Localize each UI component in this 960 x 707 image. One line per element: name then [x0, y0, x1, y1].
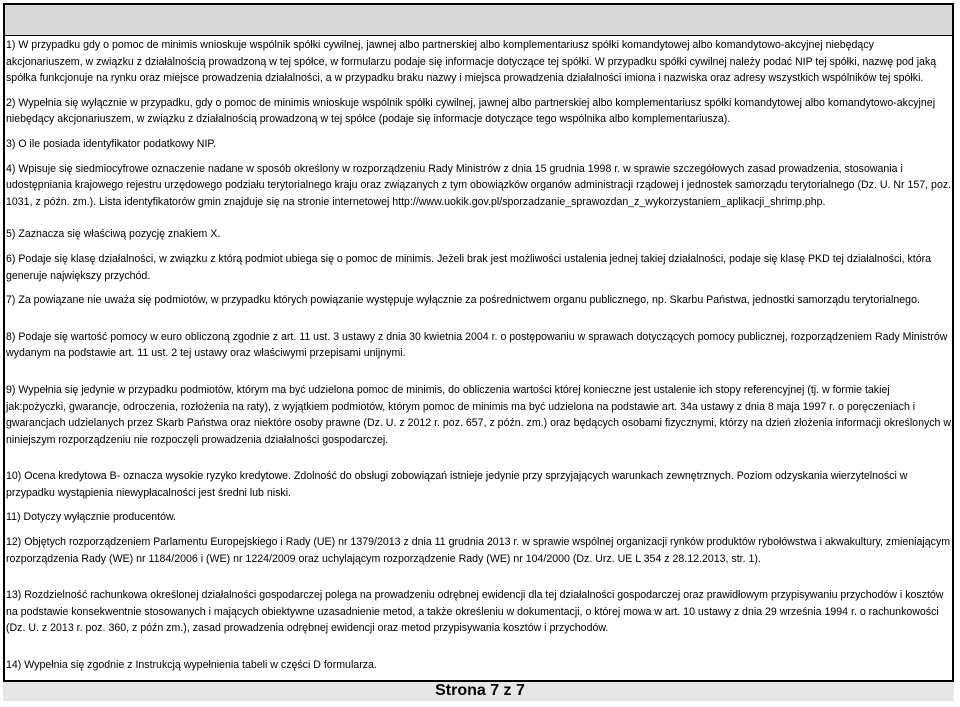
footnote-10: 10) Ocena kredytowa B- oznacza wysokie ryzyko kredytowe. Zdolność do obsługi zobowiązań istnieje jedynie przy sprzyjających warunkach zewnętrznych. Poziom odzyskania wierzytelności w przypadku wystąpienia niewypłacalności jest średni lub niski. — [6, 470, 908, 499]
footnote-11: 11) Dotyczy wyłącznie producentów. — [6, 511, 176, 524]
footnote-8: 8) Podaje się wartość pomocy w euro obliczoną zgodnie z art. 11 ust. 3 ustawy z dnia 30 kwietnia 2004 r. o postępowaniu w sprawach dotyczących pomocy publicznej, rozporządzeniem Rady Ministrów wydanym na podstawie art. 11 ust. 2 tej ustawy oraz właściwymi przepisami unijnymi. — [6, 330, 948, 360]
footnote-6: 6) Podaje się klasę działalności, w związku z którą podmiot ubiega się o pomoc de minimis. Jeżeli brak jest możliwości ustalenia jednej takiej działalności, podaje się klasę PKD tej działalności, która generuje największy przychód. — [6, 252, 932, 282]
page-number: Strona 7 z 7 — [435, 682, 525, 699]
footnote-14: 14) Wypełnia się zgodnie z Instrukcją wypełnienia tabeli w części D formularza. — [6, 659, 377, 672]
footnote-2: 2) Wypełnia się wyłącznie w przypadku, gdy o pomoc de minimis wnioskuje wspólnik spółki cywilnej, jawnej albo partnerskiej albo komplementariusz spółki komandytowej albo komandytowo-akcyjnej niebędący akcjonariuszem, w związku z działalnością prowadzoną w tej spółce (podaje się informacje dotyczące tego wspólnika albo komplementariusza). — [6, 96, 936, 126]
footnotes-section — [6, 37, 952, 674]
footnote-5: 5) Zaznacza się właściwą pozycję znakiem X. — [6, 228, 221, 241]
footnote-13: 13) Rozdzielność rachunkowa określonej działalności gospodarczej polega na prowadzeniu odrębnej ewidencji dla tej działalności gospodarczej oraz prawidłowym przypisywaniu przychodów i kosztów na podstawie konsekwentnie stosowanych i mających obiektywne uzasadnienie metod, a także określeniu w dokumentacji, o której mowa w art. 10 ustawy z dnia 29 września 1994 r. o rachunkowości (Dz. U. z 2013 r. poz. 360, z późn zm.), zasad prowadzenia odrębnej ewidencji oraz metod przypisywania kosztów i przychodów. — [6, 589, 944, 635]
footnote-12: 12) Objętych rozporządzeniem Parlamentu Europejskiego i Rady (UE) nr 1379/2013 z dnia 11 grudnia 2013 r. w sprawie wspólnej organizacji rynków produktów rybołówstwa i akwakultury, zmieniającym rozporządzenia Rady (WE) nr 1184/2006 i (WE) nr 1224/2009 oraz uchylającym rozporządzenie Rady (WE) nr 104/2000 (Dz. Urz. UE L 354 z 28.12.2013, str. 1). — [6, 536, 951, 565]
footnote-3: 3) O ile posiada identyfikator podatkowy NIP. — [6, 137, 217, 150]
footnote-9: 9) Wypełnia się jedynie w przypadku podmiotów, którym ma być udzielona pomoc de minimis, do obliczenia wartości której konieczne jest ustalenie ich stopy referencyjnej (tj. w formie takiej jak:pożyczki, gwarancje, odroczenia, rozłożenia na raty), z wyjątkiem podmiotów, którym pomoc de minimis ma być udzielona na podstawie art. 34a ustawy z dnia 8 maja 1997 r. o poręczeniach i gwarancjach udzielanych przez Skarb Państwa oraz niektóre osoby prawne (Dz. U. z 2012 r. poz. 657, z późn. zm.) oraz będących osobami fizycznymi, którzy na dzień złożenia informacji określonych w niniejszym rozporządzeniu nie rozpoczęli prowadzenia działalności gospodarczej. — [6, 383, 952, 446]
footnote-4: 4) Wpisuje się siedmiocyfrowe oznaczenie nadane w sposób określony w rozporządzeniu Rady Ministrów z dnia 15 grudnia 1998 r. w sprawie szczegółowych zasad prowadzenia, stosowania i udostępniania krajowego rejestru urzędowego podziału terytorialnego kraju oraz związanych z tym obowiązków organów administracji rządowej i jednostek samorządu terytorialnego (Dz. U. Nr 157, poz. 1031, z późn. zm.). Lista identyfikatorów gmin znajduje się na stronie internetowej http://www.uokik.gov.pl/sporzadzanie_sprawozdan_z_wykorzystaniem_aplikacji_shrimp.php. — [6, 162, 952, 208]
footnote-1: 1) W przypadku gdy o pomoc de minimis wnioskuje wspólnik spółki cywilnej, jawnej albo partnerskiej albo komplementariusz spółki komandytowej albo komandytowo-akcyjnej niebędący akcjonariuszem, w związku z działalnością prowadzoną w tej spółce, w formularzu podaje się informacje dotyczące tej spółki. W przypadku spółki cywilnej należy podać NIP tej spółki, nazwę pod jaką spółka funkcjonuje na rynku oraz miejsce prowadzenia działalności, a w przypadku braku nazwy i miejsca prowadzenia działalności imiona i nazwiska oraz adresy wszystkich wspólników tej spółki. — [6, 39, 937, 85]
footnote-7: 7) Za powiązane nie uważa się podmiotów, w przypadku których powiązanie występuje wyłącznie za pośrednictwem organu publicznego, np. Skarbu Państwa, jednostki samorządu terytorialnego. — [6, 294, 920, 307]
